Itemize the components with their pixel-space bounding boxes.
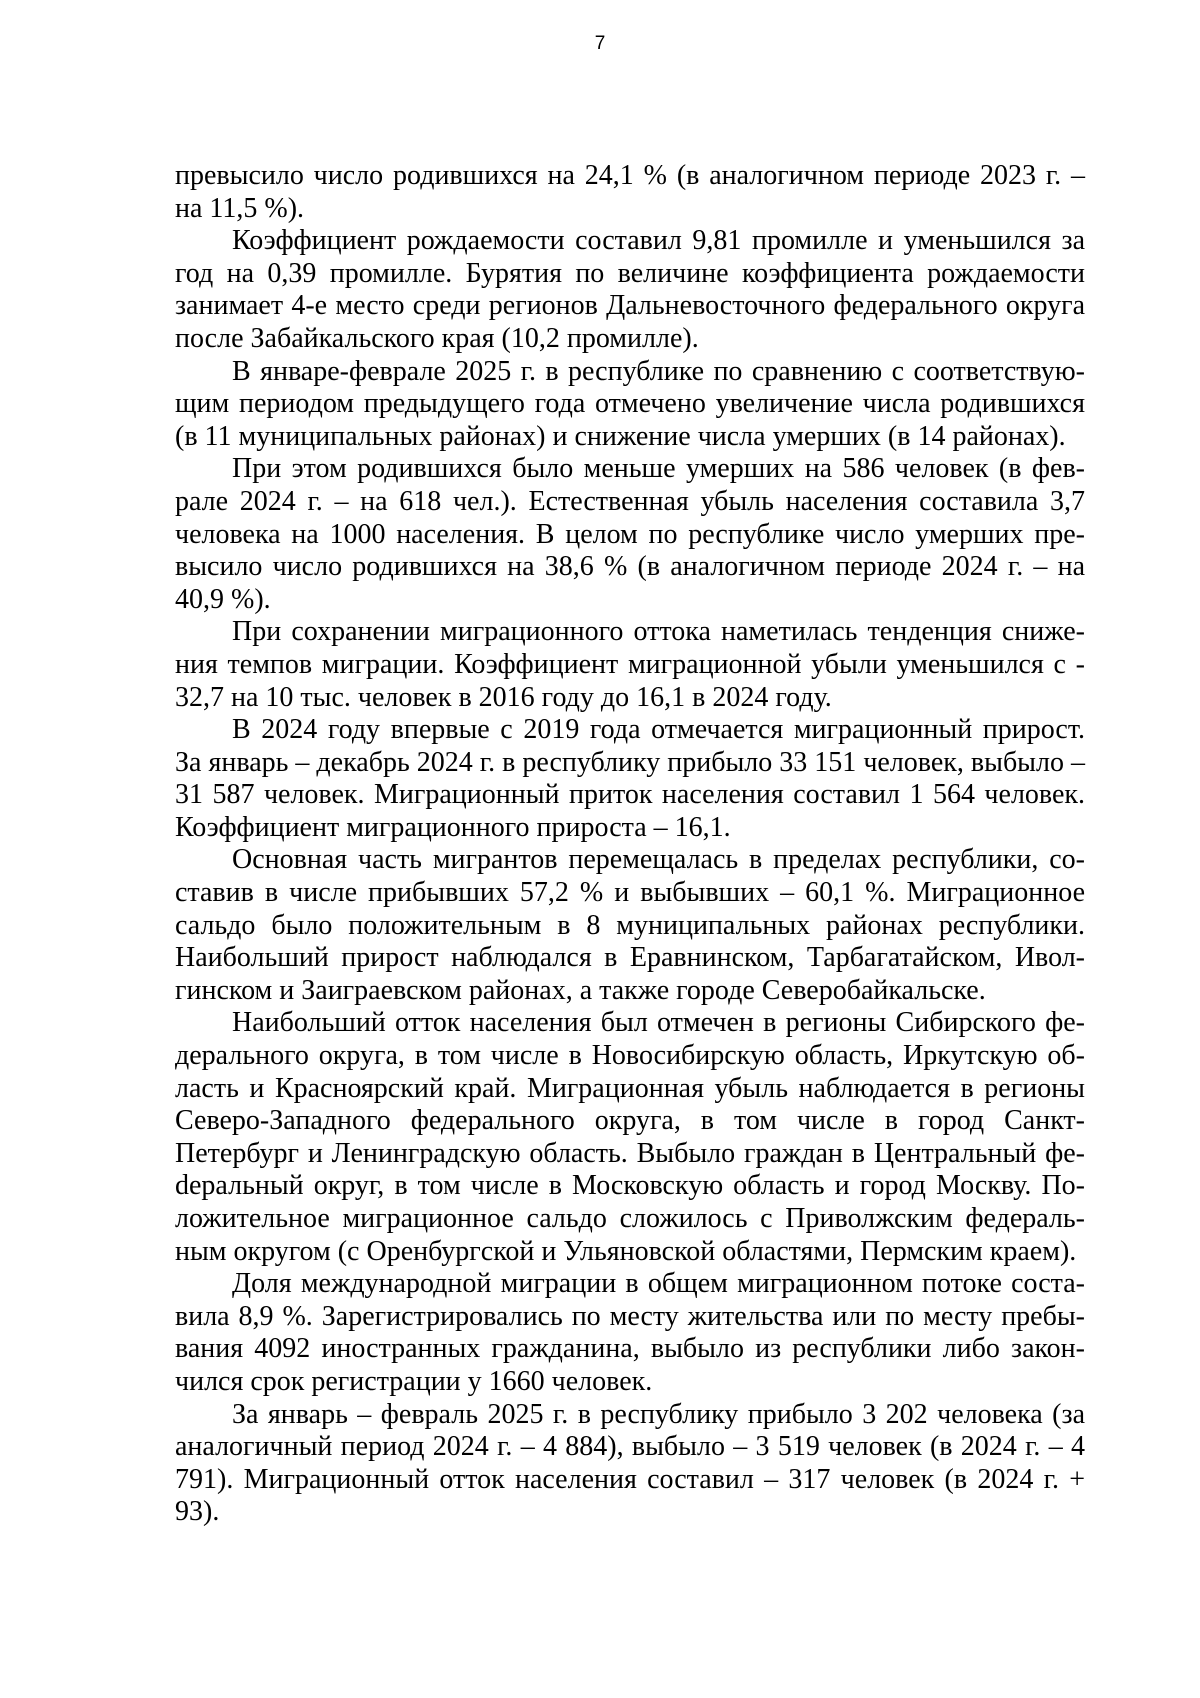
- paragraph-migration-growth: В 2024 году впервые с 2019 года отмечается миграционный прирост. За январь – декабрь 2024 г. в республику прибыло 33 151 человек, выбыло – 31 587 человек. Миграционный приток населения составил 1 564 человек. Коэффициент миграционного прироста – 16,1.: [175, 714, 1085, 843]
- paragraph-natural-decline: При этом родившихся было меньше умерших на 586 человек (в феврале 2024 г. – на 618 чел.). Естественная убыль населения составила 3,7 человека на 1000 населения. В целом по республике число умерших превысило число родившихся на 38,6 % (в аналогичном периоде 2024 г. – на 40,9 %).: [175, 453, 1085, 615]
- page-number: 7: [594, 33, 606, 54]
- document-body: [175, 160, 1085, 1529]
- paragraph-outflow-regions: Наибольший отток населения был отмечен в регионы Сибирского федерального округа, в том числе в Новосибирскую область, Иркутскую область и Красноярский край. Миграционная убыль наблюдается в регионы Северо-Западного федерального округа, в том числе в город Санкт-Петербург и Ленинградскую область. Выбыло граждан в Центральный феdеральный округ, в том числе в Московскую область и город Москву. Положительное миграционное сальдо сложилось с Приволжским федеральным округом (с Оренбургской и Ульяновской областями, Пермским краем).: [175, 1007, 1085, 1267]
- paragraph-migration-trend: При сохранении миграционного оттока наметилась тенденция снижения темпов миграции. Коэффициент миграционной убыли уменьшился с - 32,7 на 10 тыс. человек в 2016 году до 16,1 в 2024 году.: [175, 616, 1085, 713]
- paragraph-international-migration: Доля международной миграции в общем миграционном потоке составила 8,9 %. Зарегистрировались по месту жительства или по месту пребывания 4092 иностранных гражданина, выбыло из республики либо закончился срок регистрации у 1660 человек.: [175, 1268, 1085, 1397]
- paragraph-continuation: превысило число родившихся на 24,1 % (в аналогичном периоде 2023 г. – на 11,5 %).: [175, 160, 1085, 224]
- paragraph-jan-feb-births: В январе-феврале 2025 г. в республике по сравнению с соответствующим периодом предыдущего года отмечено увеличение числа родившихся (в 11 муниципальных районах) и снижение числа умерших (в 14 районах).: [175, 355, 1085, 452]
- paragraph-internal-migration: Основная часть мигрантов перемещалась в пределах республики, составив в числе прибывших 57,2 % и выбывших – 60,1 %. Миграционное сальдо было положительным в 8 муниципальных районах республики. Наибольший прирост наблюдался в Еравнинском, Тарбагатайском, Иволгинском и Заиграевском районах, а также городе Северобайкальске.: [175, 844, 1085, 1006]
- paragraph-birth-rate: Коэффициент рождаемости составил 9,81 промилле и уменьшился за год на 0,39 промилле. Бурятия по величине коэффициента рождаемости занимает 4-е место среди регионов Дальневосточного федерального округа после Забайкальского края (10,2 промилле).: [175, 225, 1085, 354]
- paragraph-jan-feb-migration: За январь – февраль 2025 г. в республику прибыло 3 202 человека (за аналогичный период 2024 г. – 4 884), выбыло – 3 519 человек (в 2024 г. – 4 791). Миграционный отток населения составил – 317 человек (в 2024 г. + 93).: [175, 1398, 1085, 1528]
